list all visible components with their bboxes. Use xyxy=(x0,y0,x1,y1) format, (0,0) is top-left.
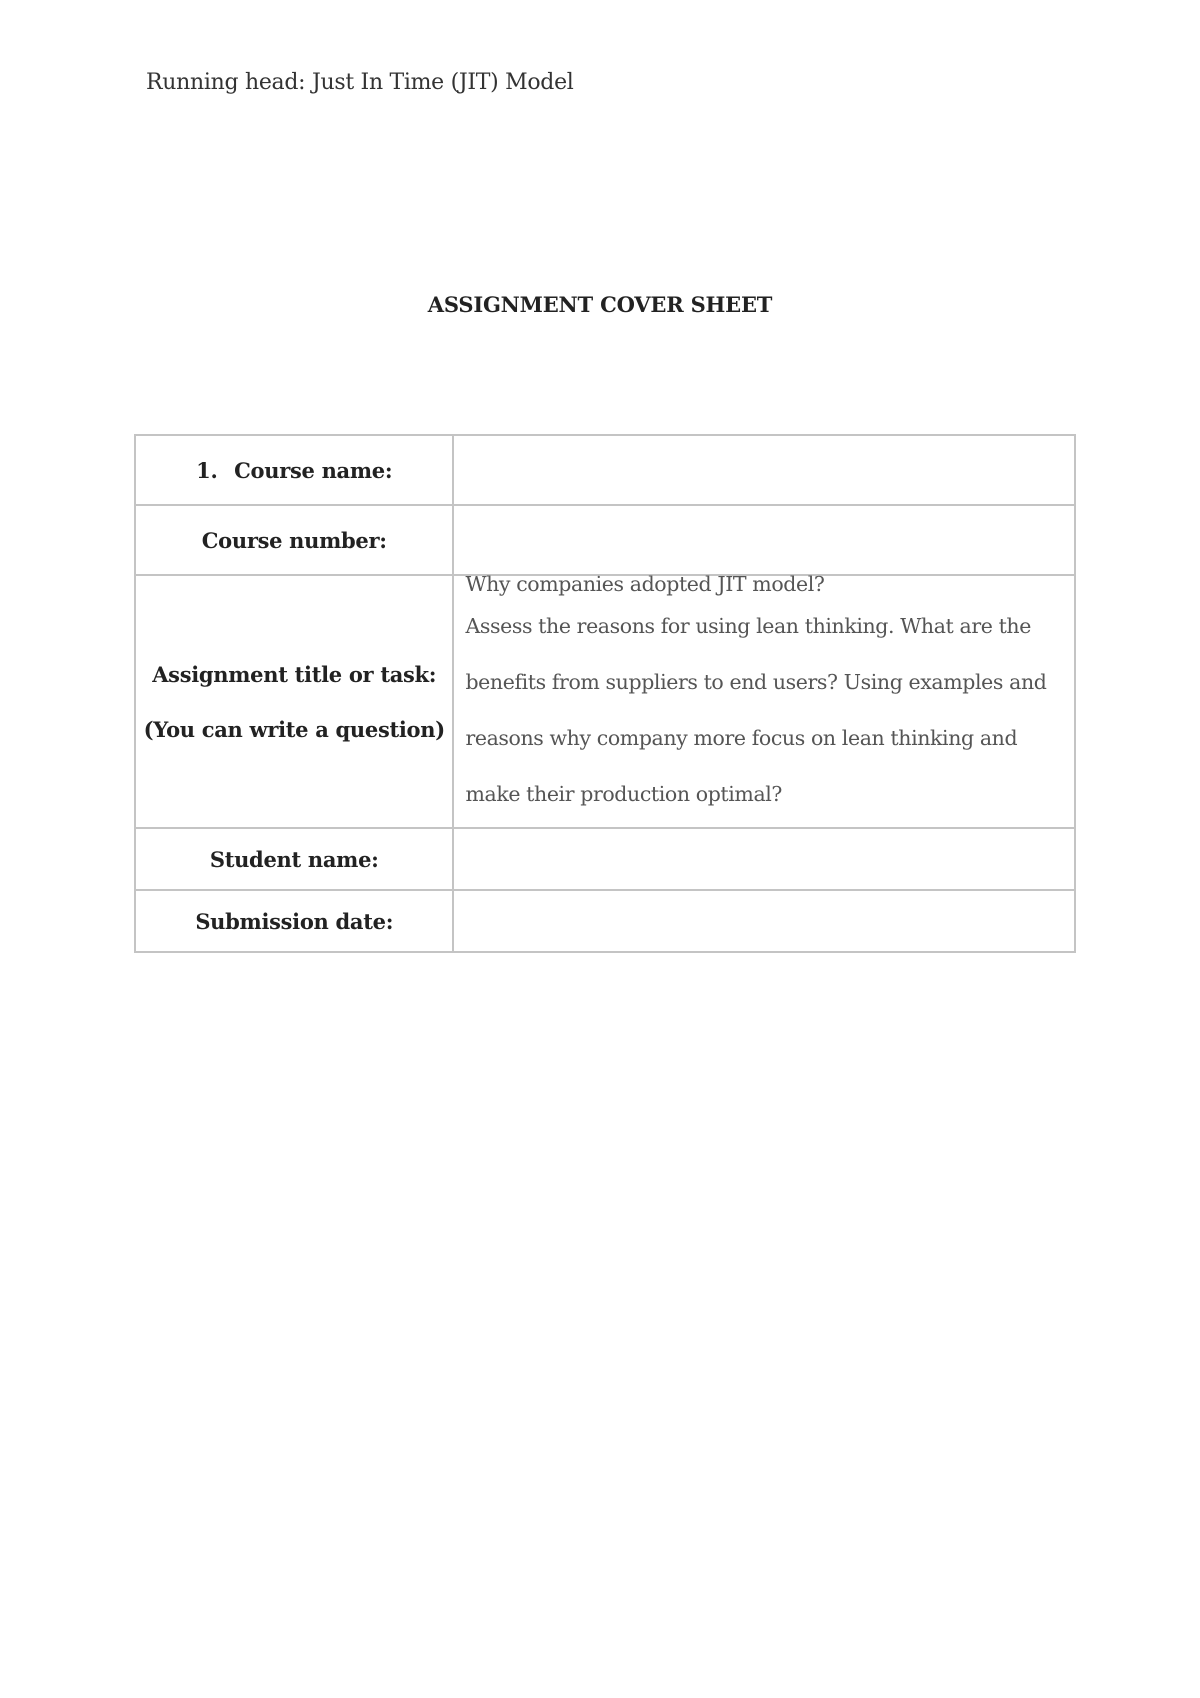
course-number-value[interactable] xyxy=(453,505,1075,575)
submission-date-value[interactable] xyxy=(453,890,1075,952)
assignment-question-title: Why companies adopted JIT model? xyxy=(465,571,825,596)
table-row-assignment xyxy=(135,575,1075,828)
course-name-label: Course name: xyxy=(234,457,393,483)
page-title: ASSIGNMENT COVER SHEET xyxy=(427,292,773,317)
assignment-question xyxy=(454,570,1074,822)
course-number-label: Course number: xyxy=(135,505,453,575)
assignment-label: Assignment title or task: xyxy=(152,661,437,687)
course-name-label-cell xyxy=(135,435,453,505)
course-name-number: 1. xyxy=(196,457,218,483)
table-row-course-number xyxy=(135,505,1075,575)
running-head: Running head: Just In Time (JIT) Model xyxy=(146,70,574,95)
student-name-label: Student name: xyxy=(135,828,453,890)
student-name-value[interactable] xyxy=(453,828,1075,890)
submission-date-label: Submission date: xyxy=(135,890,453,952)
cover-sheet-table xyxy=(134,434,1076,953)
table-row-student-name xyxy=(135,828,1075,890)
assignment-value-cell[interactable] xyxy=(453,571,1075,828)
assignment-label-cell xyxy=(135,575,453,828)
table-row-course-name xyxy=(135,435,1075,505)
assignment-question-body: Assess the reasons for using lean thinking. What are the benefits from suppliers to end users? Using examples and reasons why company more focus on lean thinking and make their production optimal? xyxy=(465,613,1047,806)
assignment-label-note: (You can write a question) xyxy=(143,716,445,742)
table-row-submission-date xyxy=(135,890,1075,952)
course-name-value[interactable] xyxy=(453,435,1075,505)
